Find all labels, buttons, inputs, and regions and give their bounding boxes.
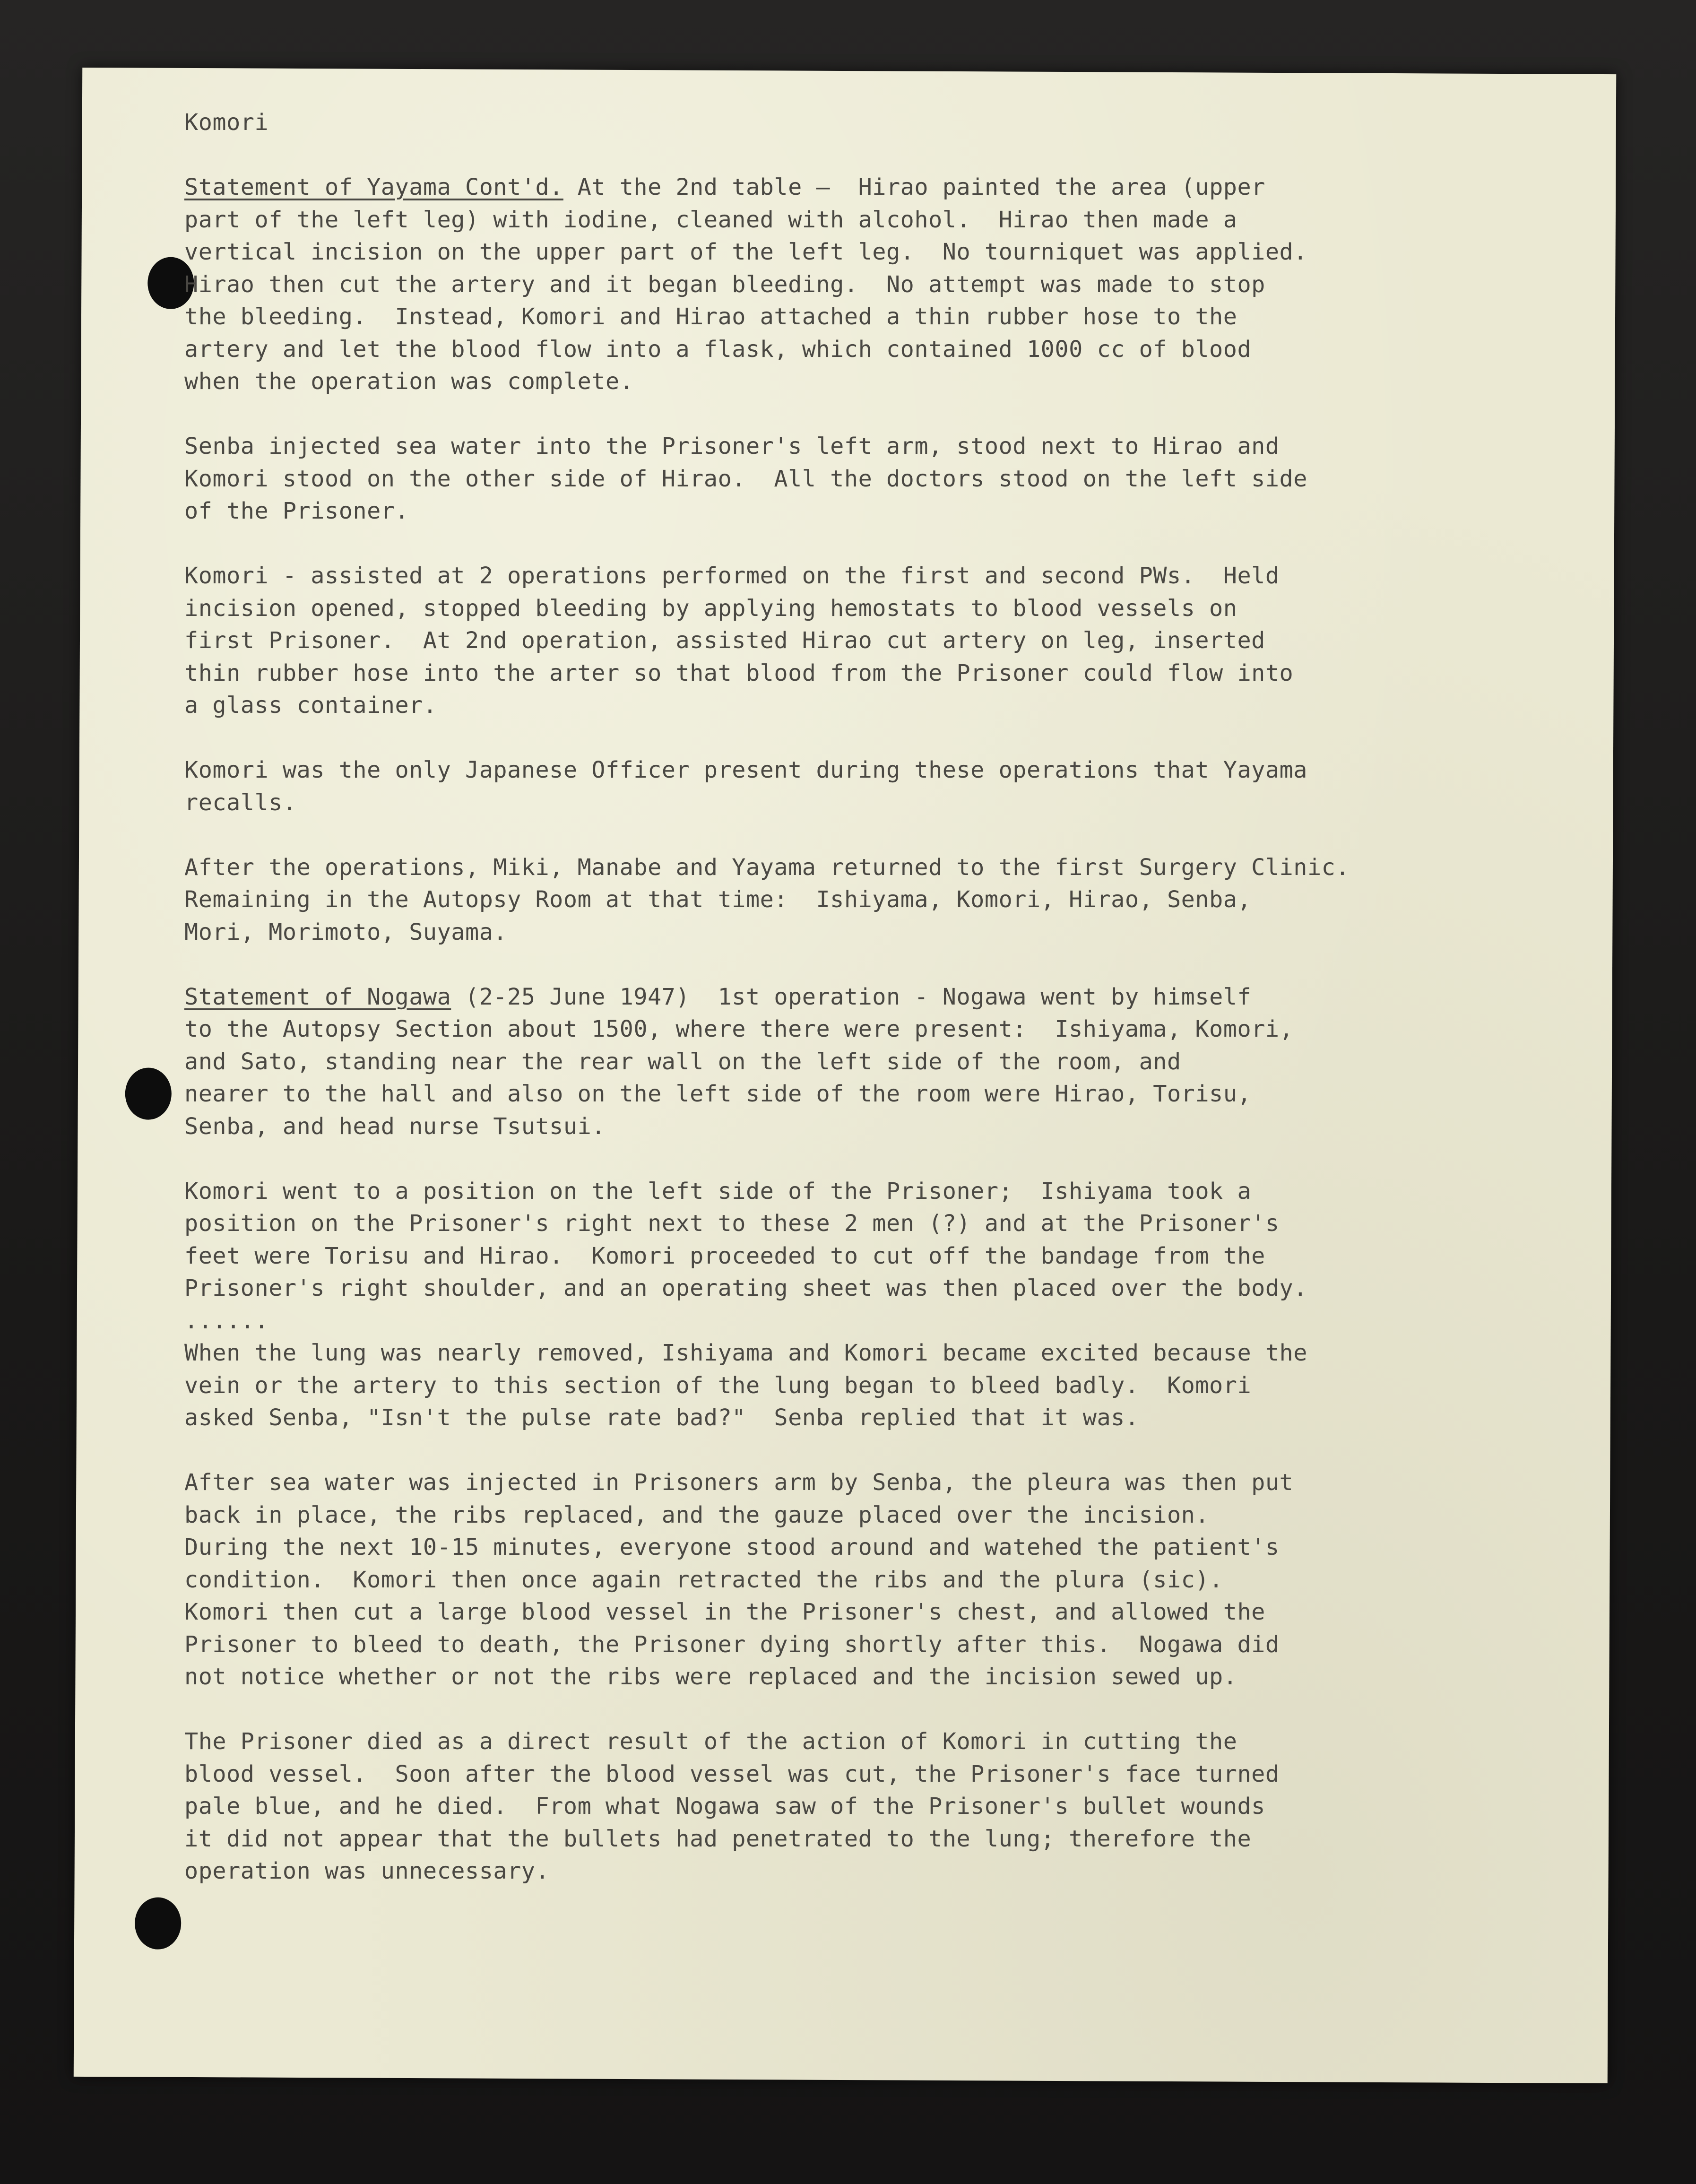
paragraph-3-line: thin rubber hose into the arter so that blood from the Prisoner could flow into [184, 659, 1294, 686]
paragraph-2-line: of the Prisoner. [184, 498, 409, 524]
page-header: Komori [184, 109, 269, 136]
paragraph-9-line: During the next 10-15 minutes, everyone stood around and watehed the patient's [184, 1534, 1280, 1560]
paragraph-1-line: vertical incision on the upper part of the left leg. No tourniquet was applied. [184, 239, 1307, 265]
paragraph-1-line: Hirao then cut the artery and it began bleeding. No attempt was made to stop [184, 271, 1265, 298]
statement-heading-yayama: Statement of Yayama Cont'd. [184, 174, 563, 200]
paragraph-8-line: When the lung was nearly removed, Ishiyama and Komori became excited because the [184, 1340, 1307, 1366]
paragraph-7-line: Prisoner's right shoulder, and an operating sheet was then placed over the body. [184, 1275, 1307, 1301]
paragraph-9-line: Prisoner to bleed to death, the Prisoner dying shortly after this. Nogawa did [184, 1631, 1280, 1658]
paragraph-5-line: Mori, Morimoto, Suyama. [184, 919, 508, 945]
paragraph-9-line: condition. Komori then once again retracted the ribs and the plura (sic). [184, 1566, 1223, 1593]
paragraph-7-line: feet were Torisu and Hirao. Komori proceeded to cut off the bandage from the [184, 1242, 1265, 1269]
punch-hole-bottom [135, 1897, 181, 1949]
punch-hole-middle [125, 1067, 172, 1119]
paragraph-7-line: position on the Prisoner's right next to these 2 men (?) and at the Prisoner's [184, 1210, 1280, 1237]
paragraph-7-line: Komori went to a position on the left side of the Prisoner; Ishiyama took a [184, 1178, 1252, 1205]
paragraph-10-line: it did not appear that the bullets had penetrated to the lung; therefore the [184, 1825, 1252, 1852]
paragraph-3-line: Komori - assisted at 2 operations performed on the first and second PWs. Held [184, 563, 1280, 589]
paragraph-5-line: After the operations, Miki, Manabe and Yayama returned to the first Surgery Clinic. [184, 854, 1350, 881]
paragraph-8-line: asked Senba, "Isn't the pulse rate bad?" Senba replied that it was. [184, 1404, 1139, 1431]
paragraph-1-line: when the operation was complete. [184, 368, 634, 395]
paragraph-2-line: Senba injected sea water into the Prisoner's left arm, stood next to Hirao and [184, 433, 1280, 459]
paragraph-9-line: not notice whether or not the ribs were replaced and the incision sewed up. [184, 1664, 1237, 1690]
paragraph-3-line: incision opened, stopped bleeding by applying hemostats to blood vessels on [184, 595, 1237, 622]
paragraph-6-line: and Sato, standing near the rear wall on the left side of the room, and [184, 1048, 1181, 1075]
paragraph-5-line: Remaining in the Autopsy Room at that time: Ishiyama, Komori, Hirao, Senba, [184, 886, 1252, 913]
paragraph-3-line: a glass container. [184, 692, 437, 719]
paragraph-1-line: part of the left leg) with iodine, cleaned with alcohol. Hirao then made a [184, 206, 1237, 233]
paragraph-1-line: artery and let the blood flow into a flask, which contained 1000 cc of blood [184, 336, 1252, 363]
paragraph-1-first-line: Statement of Yayama Cont'd. At the 2nd table – Hirao painted the area (upper [184, 174, 1265, 200]
paragraph-6-line: Senba, and head nurse Tsutsui. [184, 1113, 606, 1140]
paragraph-10-line: operation was unnecessary. [184, 1858, 550, 1884]
paragraph-10-line: pale blue, and he died. From what Nogawa saw of the Prisoner's bullet wounds [184, 1793, 1265, 1820]
statement-heading-nogawa: Statement of Nogawa [184, 983, 451, 1010]
paragraph-6-first-line: Statement of Nogawa (2-25 June 1947) 1st operation - Nogawa went by himself [184, 983, 1252, 1010]
paragraph-6-line: nearer to the hall and also on the left side of the room were Hirao, Torisu, [184, 1081, 1252, 1107]
typed-text-body [184, 106, 1522, 1888]
paragraph-9-line: After sea water was injected in Prisoners arm by Senba, the pleura was then put [184, 1469, 1294, 1496]
ellipsis-marker: ...... [184, 1307, 269, 1334]
paragraph-8-line: vein or the artery to this section of the lung began to bleed badly. Komori [184, 1372, 1252, 1399]
paragraph-9-line: Komori then cut a large blood vessel in the Prisoner's chest, and allowed the [184, 1599, 1265, 1625]
paragraph-4-line: recalls. [184, 789, 297, 816]
paragraph-4-line: Komori was the only Japanese Officer present during these operations that Yayama [184, 757, 1307, 783]
paragraph-3-line: first Prisoner. At 2nd operation, assisted Hirao cut artery on leg, inserted [184, 627, 1265, 654]
paragraph-1-line: the bleeding. Instead, Komori and Hirao attached a thin rubber hose to the [184, 303, 1237, 330]
paragraph-9-line: back in place, the ribs replaced, and the gauze placed over the incision. [184, 1501, 1210, 1528]
paragraph-10-line: The Prisoner died as a direct result of the action of Komori in cutting the [184, 1728, 1237, 1755]
paragraph-6-line: to the Autopsy Section about 1500, where there were present: Ishiyama, Komori, [184, 1016, 1294, 1042]
paragraph-2-line: Komori stood on the other side of Hirao. All the doctors stood on the left side [184, 465, 1307, 492]
paragraph-10-line: blood vessel. Soon after the blood vessel was cut, the Prisoner's face turned [184, 1760, 1280, 1787]
